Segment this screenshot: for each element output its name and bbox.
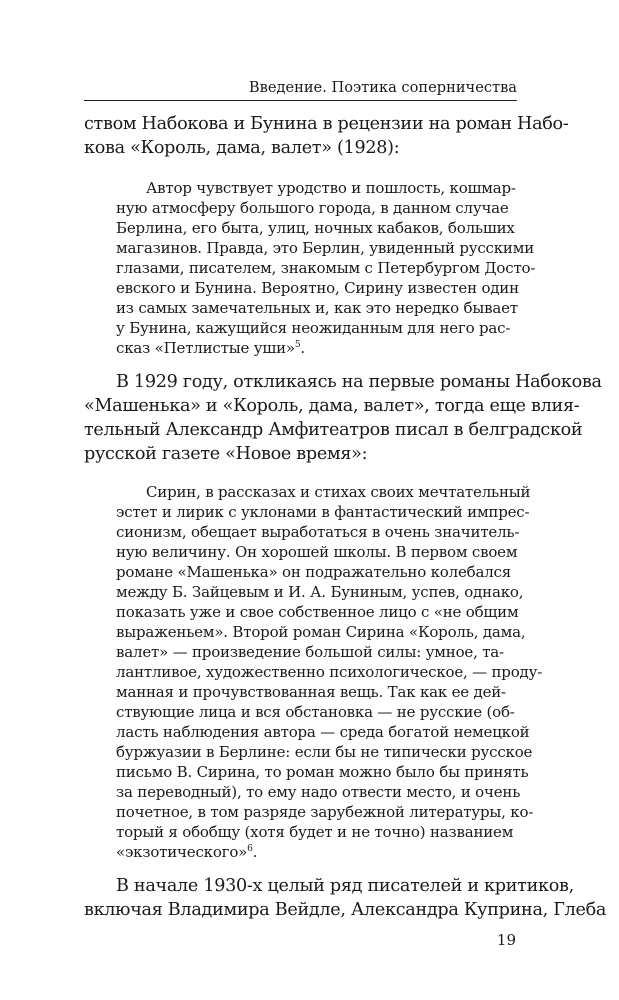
quote-line: ную атмосферу большого города, в данном случае — [116, 199, 509, 217]
quote-line-text: сказ «Петлистые уши» — [116, 339, 295, 357]
quote-line: из самых замечательных и, как это нередко бывает — [116, 299, 518, 317]
quote-line: почетное, в том разряде зарубежной литературы, ко- — [116, 803, 534, 821]
quote-line: буржуазии в Берлине: если бы не типически русское — [116, 743, 533, 761]
running-head: Введение. Поэтика соперничества — [248, 79, 517, 96]
text-line: В начале 1930-х целый ряд писателей и критиков, — [116, 876, 574, 896]
quote-line: Сирин, в рассказах и стихах своих мечтательный — [146, 483, 531, 501]
quote-line: сионизм, обещает выработаться в очень значитель- — [116, 523, 520, 541]
quote-line: Берлина, его быта, улиц, ночных кабаков, больших — [116, 219, 515, 237]
quote-line-text: «экзотического» — [116, 843, 248, 861]
text-line: включая Владимира Вейдле, Александра Куприна, Глеба — [84, 900, 607, 920]
quote-line: эстет и лирик с уклонами в фантастический импрес- — [116, 503, 530, 521]
page-number: 19 — [496, 931, 516, 949]
quote-line: торый я обобщу (хотя будет и не точно) названием — [116, 823, 514, 841]
quote-line — [116, 338, 484, 358]
quote-line: валет» — произведение большой силы: умное, та- — [116, 643, 504, 661]
quote-line: манная и прочувствованная вещь. Так как ее дей- — [116, 683, 506, 701]
quote-line: евского и Бунина. Вероятно, Сирину известен один — [116, 279, 519, 297]
text-line: тельный Александр Амфитеатров писал в белградской — [84, 420, 583, 440]
text-line: «Машенька» и «Король, дама, валет», тогда еще влия- — [84, 396, 580, 416]
quote-line: магазинов. Правда, это Берлин, увиденный русскими — [116, 239, 534, 257]
quote-line: выраженьем». Второй роман Сирина «Король, дама, — [116, 623, 526, 641]
quote-line: показать уже и свое собственное лицо с «не общим — [116, 603, 519, 621]
quote-line: Автор чувствует уродство и пошлость, кошмар- — [146, 179, 516, 197]
quote-line — [116, 842, 484, 862]
header-rule — [84, 100, 517, 101]
text-line: кова «Король, дама, валет» (1928): — [84, 138, 400, 158]
text-line: В 1929 году, откликаясь на первые романы Набокова — [116, 372, 602, 392]
quote-line: ную величину. Он хорошей школы. В первом своем — [116, 543, 518, 561]
quote-line: романе «Машенька» он подражательно колебался — [116, 563, 512, 581]
end-punctuation: . — [252, 843, 258, 861]
quote-line: ствующие лица и вся обстановка — не русские (об- — [116, 703, 515, 721]
quote-line: у Бунина, кажущийся неожиданным для него рас- — [116, 319, 511, 337]
quote-line: глазами, писателем, знакомым с Петербургом Досто- — [116, 259, 536, 277]
quote-line: письмо В. Сирина, то роман можно было бы принять — [116, 763, 529, 781]
quote-line: лантливое, художественно психологическое, — проду- — [116, 663, 543, 681]
end-punctuation: . — [300, 339, 305, 357]
footnote-ref-6[interactable]: 6 — [247, 844, 253, 854]
quote-line: ласть наблюдения автора — среда богатой немецкой — [116, 723, 530, 741]
text-line: русской газете «Новое время»: — [84, 444, 368, 464]
footnote-ref-5[interactable]: 5 — [294, 340, 301, 350]
quote-line: между Б. Зайцевым и И. А. Буниным, успев, однако, — [116, 583, 524, 601]
quote-line: за переводный), то ему надо отвести место, и очень — [116, 783, 521, 801]
text-line: ством Набокова и Бунина в рецензии на роман Набо- — [84, 114, 569, 134]
